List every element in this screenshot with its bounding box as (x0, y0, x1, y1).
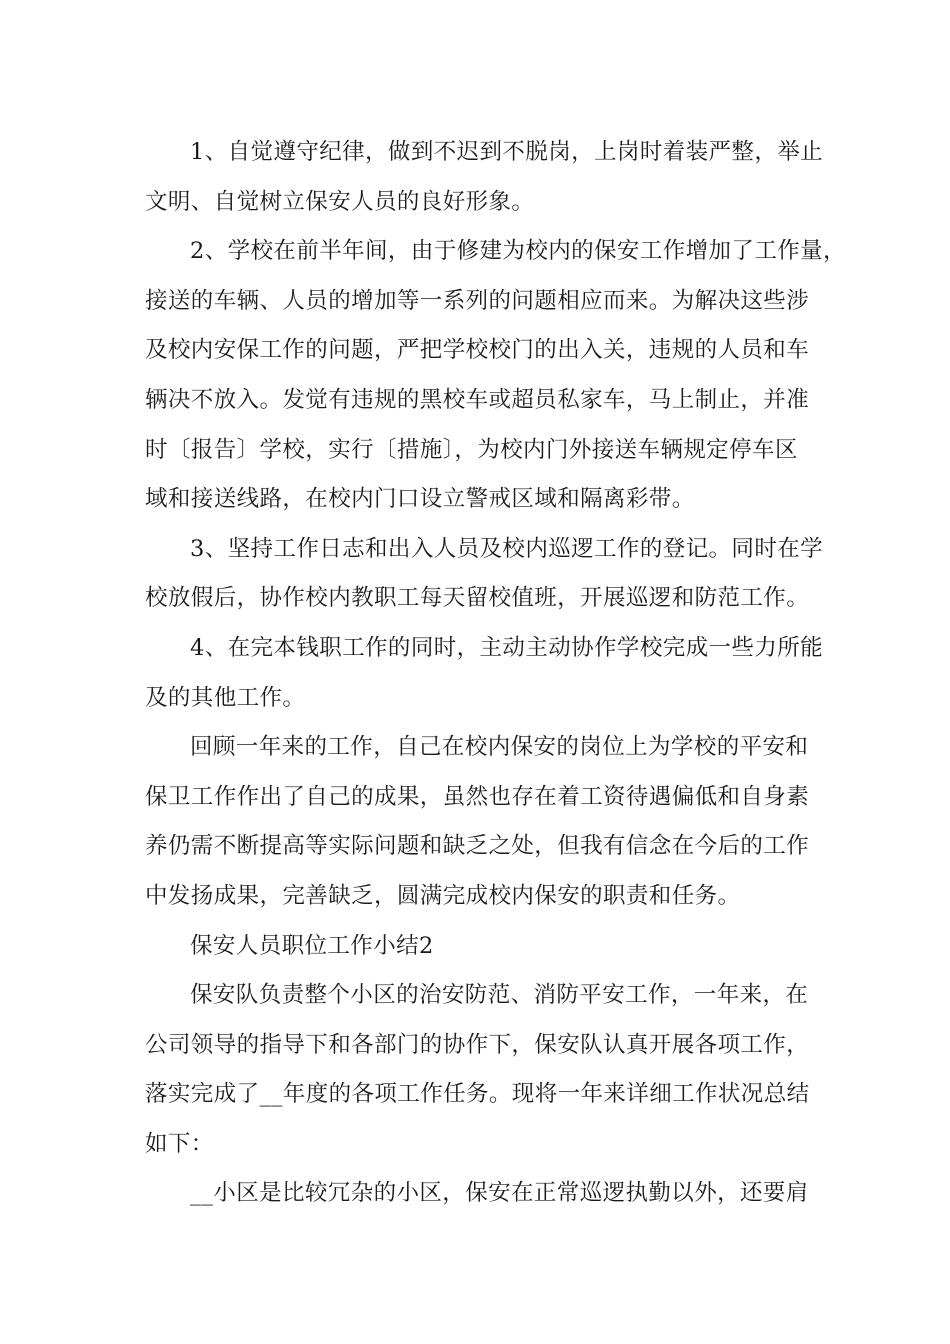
text-line: 养仍需不断提高等实际问题和缺乏之处，但我有信念在今后的工作 (145, 833, 810, 860)
text-line: 公司领导的指导下和各部门的协作下，保安队认真开展各项工作， (145, 1031, 810, 1058)
text-line: 如下： (145, 1130, 214, 1157)
text-line: 域和接送线路，在校内门口设立警戒区域和隔离彩带。 (145, 486, 695, 513)
text-line: __小区是比较冗杂的小区，保安在正常巡逻执勤以外，还要肩 (190, 1180, 809, 1207)
text-line: 回顾一年来的工作，自己在校内保安的岗位上为学校的平安和 (190, 734, 809, 761)
text-line: 保安队负责整个小区的治安防范、消防平安工作，一年来，在 (190, 982, 809, 1009)
text-line: 保卫工作作出了自己的成果，虽然也存在着工资待遇偏低和自身素 (145, 783, 810, 810)
text-line: 校放假后，协作校内教职工每天留校值班，开展巡逻和防范工作。 (145, 585, 810, 612)
text-line: 接送的车辆、人员的增加等一系列的问题相应而来。为解决这些涉 (145, 287, 810, 314)
section-heading: 保安人员职位工作小结2 (190, 932, 434, 959)
text-line: 文明、自觉树立保安人员的良好形象。 (145, 188, 535, 215)
text-line: 落实完成了__年度的各项工作任务。现将一年来详细工作状况总结 (145, 1081, 810, 1108)
text-line: 时〔报告〕学校，实行〔措施〕，为校内门外接送车辆规定停车区 (145, 436, 798, 463)
body-text (145, 128, 846, 1219)
text-line: 1、自觉遵守纪律，做到不迟到不脱岗，上岗时着装严整，举止 (190, 139, 824, 165)
text-line: 4、在完本钱职工作的同时，主动主动协作学校完成一些力所能 (190, 634, 824, 661)
text-line: 3、坚持工作日志和出入人员及校内巡逻工作的登记。同时在学 (190, 535, 824, 562)
text-line: 中发扬成果，完善缺乏，圆满完成校内保安的职责和任务。 (145, 882, 741, 909)
text-line: 2、学校在前半年间，由于修建为校内的保安工作增加了工作量， (190, 238, 846, 265)
text-line: 及校内安保工作的问题，严把学校校门的出入关，违规的人员和车 (145, 337, 810, 364)
text-line: 辆决不放入。发觉有违规的黑校车或超员私家车，马上制止，并准 (145, 386, 810, 413)
text-line: 及的其他工作。 (145, 684, 306, 711)
